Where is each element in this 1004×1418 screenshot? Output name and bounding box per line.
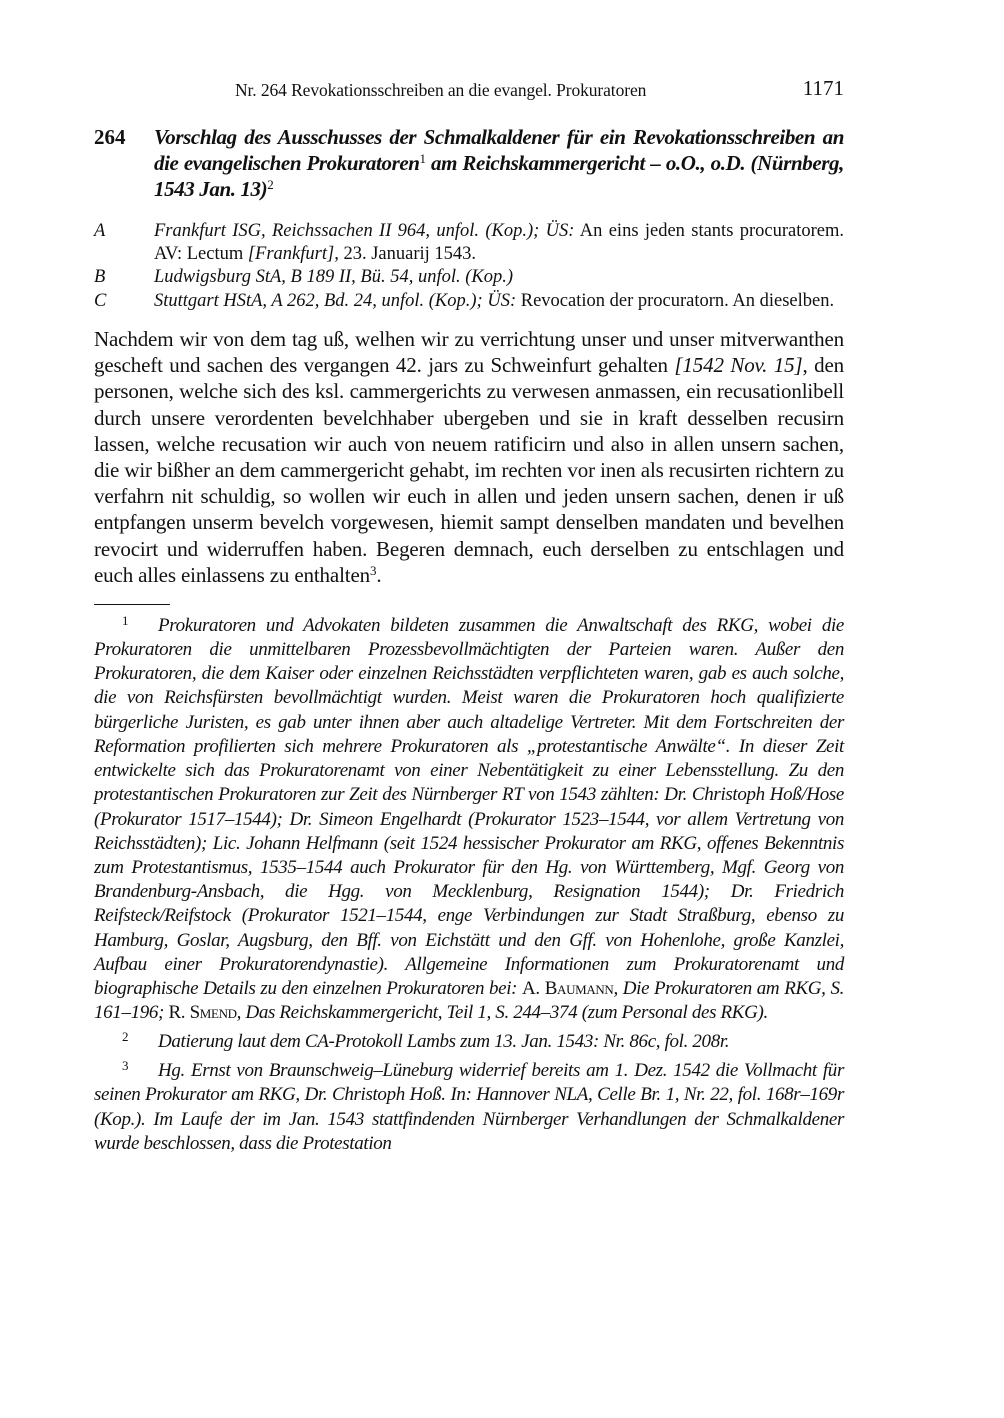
work-title: , Das Reichskammergericht, Teil 1, S. 244–374 (zum Personal des RKG).	[236, 1002, 768, 1024]
body-text	[94, 326, 844, 588]
title-text-cont: am Reichskammergericht – o.O., o.D. (Nürnberg, 1543 Jan. 13)	[154, 151, 844, 201]
source-entry-c	[94, 290, 844, 313]
body-part-cont: , den personen, welche sich des ksl. cammergerichts zu verwesen anmassen, ein recusationlibell durch unsere verordenten bevelchhaber ubergeben und sie in kraft desselben recusirn lassen, welche recusation wir auch von neuem ratificirn und also in allen unsern sachen, die wir bißher an dem cammergericht gehabt, im rechten vor inen als recusirten richtern zu verfahrn nit schuldig, so wollen wir euch in allen und jeden unsern sachen, denen ir uß entpfangen unserm bevelch vorgewesen, hiemit sampt denselben mandaten und bevelhen revocirt und widerruffen haben. Begeren demnach, euch derselben zu entschlagen und euch alles einlassens zu enthalten	[94, 353, 844, 587]
footnote-text: Hg. Ernst von Braunschweig–Lüneburg widerrief bereits am 1. Dez. 1542 die Vollmacht für seinen Prokurator am RKG, Dr. Christoph Hoß. In: Hannover NLA, Celle Br. 1, Nr. 22, fol. 168r–169r (Kop.). Im Laufe der im Jan. 1543 stattfindenden Nürnberger Verhandlungen der Schmalkaldener wurde beschlossen, dass die Protestation	[94, 1060, 844, 1154]
footnote-mark: 2	[122, 1029, 129, 1045]
footnote-mark: 3	[122, 1058, 129, 1074]
source-sigle: A	[94, 221, 106, 241]
footnotes	[94, 609, 844, 1156]
source-text	[154, 290, 844, 313]
source-note-end: 23. Januarij 1543.	[338, 243, 477, 264]
author-initial: R.	[168, 1002, 190, 1024]
document-heading	[94, 124, 844, 202]
editorial-date: [1542 Nov. 15]	[674, 353, 803, 378]
archive-ref: Stuttgart HStA, A 262, Bd. 24, unfol. (Kop.); ÜS:	[154, 290, 517, 311]
source-sigle: B	[94, 267, 106, 287]
source-list	[94, 220, 844, 312]
footnote-divider	[94, 604, 170, 605]
archive-ref: Frankfurt ISG, Reichssachen II 964, unfol. (Kop.); ÜS:	[154, 221, 575, 241]
body-part: Nachdem wir von dem tag uß, welhen wir zu verrichtung unser und unser mitverwanthen gescheft und sachen des vergangen 42. jars zu Schweinfurt gehalten	[94, 327, 844, 378]
source-entry-b	[94, 266, 844, 289]
running-title: Nr. 264 Revokationsschreiben an die evangel. Prokuratoren	[235, 80, 647, 100]
document-page	[94, 76, 844, 1156]
footnote-ref-3[interactable]: 3	[369, 562, 377, 578]
body-end: .	[376, 562, 382, 587]
footnote-mark: 1	[122, 613, 129, 629]
document-number: 264	[94, 125, 126, 149]
source-text	[154, 220, 844, 265]
archive-ref: Ludwigsburg StA, B 189 II, Bü. 54, unfol. (Kop.)	[154, 267, 514, 287]
footnote-1	[94, 609, 844, 1025]
running-head	[94, 76, 844, 106]
source-note: Revocation der procuratorn. An dieselben.	[516, 290, 835, 311]
footnote-ref-1[interactable]: 1	[419, 150, 426, 166]
source-sigle: C	[94, 290, 107, 311]
title-text: Vorschlag des Ausschusses der Schmalkaldener für ein Revokationsschreiben an die evangelischen Prokuratoren	[154, 125, 844, 175]
work-title: , Die Prokuratoren am RKG, S. 161–196;	[94, 977, 845, 1024]
source-text	[154, 266, 844, 289]
footnote-text: Datierung laut dem CA-Protokoll Lambs zum 13. Jan. 1543: Nr. 86c, fol. 208r.	[158, 1031, 730, 1053]
footnote-3	[94, 1054, 844, 1156]
page-number: 1171	[802, 76, 844, 100]
source-entry-a	[94, 220, 844, 265]
footnote-text: Prokuratoren und Advokaten bildeten zusammen die Anwaltschaft des RKG, wobei die Prokuratoren die unmittelbaren Prozessbevollmächtigten der Parteien waren. Außer den Prokuratoren, die dem Kaiser oder einzelnen Reichsstädten verpflichteten waren, gab es auch solche, die von Reichsfürsten bevollmächtigt wurden. Meist waren die Prokuratoren hoch qualifizierte bürgerliche Juristen, es gab unter ihnen aber auch altadelige Vertreter. Mit dem Fortschreiten der Reformation profilierten sich mehrere Prokuratoren als „protestantische Anwälte“. In dieser Zeit entwickelte sich das Prokuratorenamt von einer Nebentätigkeit zu einer Lebensstellung. Zu den protestantischen Prokuratoren zur Zeit des Nürnberger RT von 1543 zählten: Dr. Christoph Hoß/Hose (Prokurator 1517–1544); Dr. Simeon Engelhardt (Prokurator 1523–1544, vor allem Vertretung von Reichsstädten); Lic. Johann Helfmann (seit 1524 hessischer Prokurator am RKG, offenes Bekenntnis zum Protestantismus, 1535–1544 auch Prokurator für den Hg. von Württemberg, Mgf. Georg von Brandenburg-Ansbach, die Hgg. von Mecklenburg, Resignation 1544); Dr. Friedrich Reifsteck/Reifstock (Prokurator 1521–1544, enge Verbindungen zur Stadt Straßburg, ebenso zu Hamburg, Goslar, Augsburg, den Bff. von Eichstätt und den Gff. von Hohenlohe, große Kanzlei, Aufbau einer Prokuratorendynastie). Allgemeine Informationen zum Prokuratorenamt und biographische Details zu den einzelnen Prokuratoren bei:	[94, 614, 844, 999]
document-title	[154, 124, 844, 202]
editorial-note: [Frankfurt],	[247, 243, 339, 264]
author-name: Smend	[189, 1002, 237, 1024]
author-initial: A.	[522, 977, 545, 999]
author-name: Baumann	[544, 977, 614, 999]
footnote-2	[94, 1025, 844, 1054]
source-note: An eins jeden stants procuratorem. AV: Lectum	[154, 221, 844, 264]
footnote-ref-2[interactable]: 2	[267, 176, 274, 192]
